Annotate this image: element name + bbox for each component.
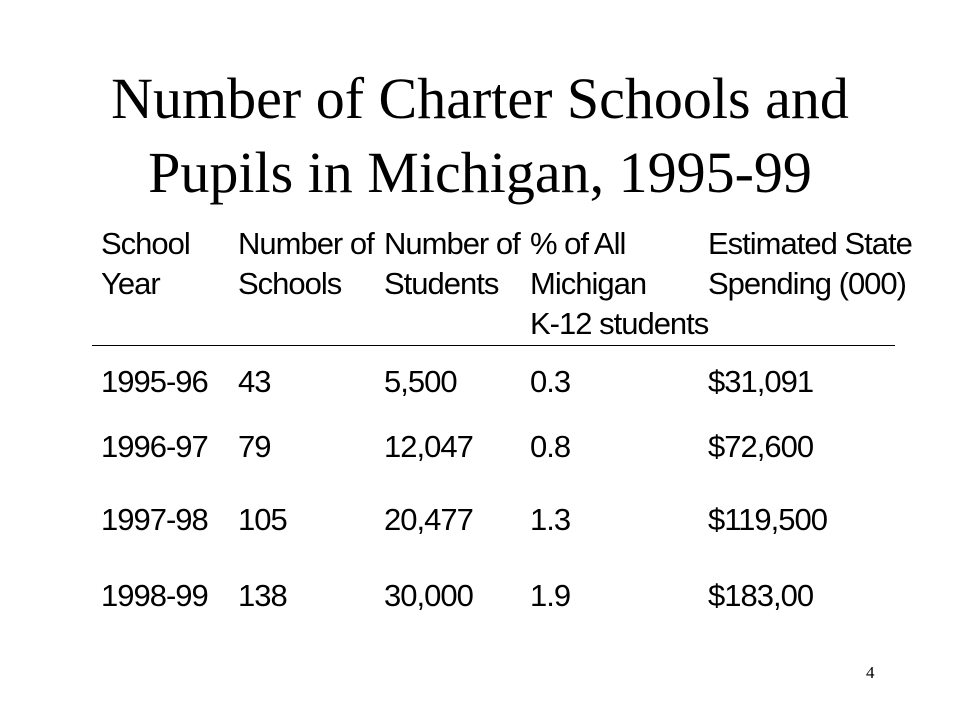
slide-title-line-1: Number of Charter Schools and xyxy=(111,66,849,131)
table-cell-year: 1995-96 xyxy=(101,364,208,399)
table-cell-spending: $183,00 xyxy=(708,578,814,613)
table-cell-year: 1997-98 xyxy=(101,502,208,537)
header-line: School xyxy=(101,226,190,261)
page-number: 4 xyxy=(866,663,875,682)
header-line: % of All xyxy=(530,226,626,261)
header-line: Year xyxy=(101,266,160,301)
header-line: Spending (000) xyxy=(708,266,906,301)
table-cell-students: 5,500 xyxy=(384,364,457,399)
header-estimated-spending xyxy=(708,224,912,304)
header-percent-of-students xyxy=(530,224,708,344)
table-cell-students: 12,047 xyxy=(384,429,473,464)
table-cell-percent: 1.9 xyxy=(530,578,571,613)
table-cell-schools: 138 xyxy=(238,578,287,613)
table-cell-year: 1998-99 xyxy=(101,578,208,613)
header-number-of-schools xyxy=(238,224,374,304)
header-line: Students xyxy=(384,266,499,301)
header-line: K-12 students xyxy=(530,306,709,341)
table-cell-spending: $119,500 xyxy=(708,502,827,537)
table-cell-spending: $31,091 xyxy=(708,364,814,399)
header-line: Schools xyxy=(238,266,342,301)
header-line: Estimated State xyxy=(708,226,912,261)
table-cell-schools: 105 xyxy=(238,502,287,537)
table-cell-percent: 1.3 xyxy=(530,502,571,537)
header-divider xyxy=(92,345,895,346)
table-cell-students: 20,477 xyxy=(384,502,473,537)
header-line: Michigan xyxy=(530,266,647,301)
table-cell-schools: 79 xyxy=(238,429,271,464)
table-cell-year: 1996-97 xyxy=(101,429,208,464)
table-cell-schools: 43 xyxy=(238,364,271,399)
header-line: Number of xyxy=(384,226,520,261)
table-cell-percent: 0.3 xyxy=(530,364,571,399)
slide-title-line-2: Pupils in Michigan, 1995-99 xyxy=(148,140,812,205)
table-cell-spending: $72,600 xyxy=(708,429,814,464)
header-school-year xyxy=(101,224,190,304)
header-line: Number of xyxy=(238,226,374,261)
table-cell-percent: 0.8 xyxy=(530,429,571,464)
header-number-of-students xyxy=(384,224,520,304)
table-cell-students: 30,000 xyxy=(384,578,473,613)
